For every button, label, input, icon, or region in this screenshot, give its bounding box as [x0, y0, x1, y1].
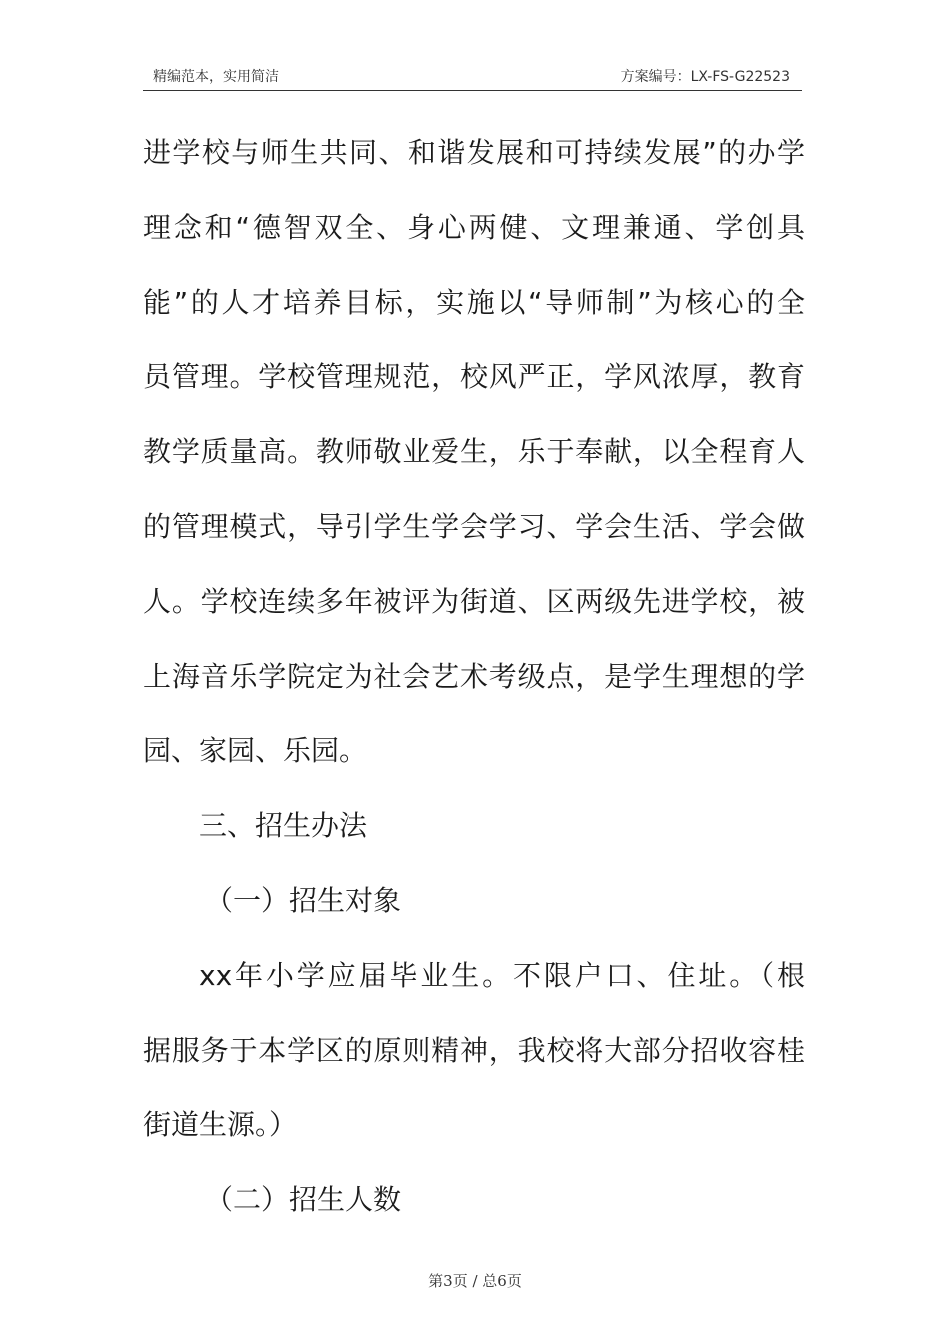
- section-heading: 三、招生办法: [199, 809, 368, 843]
- page-number: 第3页 / 总6页: [428, 1272, 522, 1290]
- subsection-heading: （二）招生人数: [205, 1183, 402, 1217]
- paragraph-line: 员管理。学校管理规范，校风严正，学风浓厚，教育: [143, 360, 805, 394]
- paragraph-line: 人。学校连续多年被评为街道、区两级先进学校，被: [143, 584, 805, 618]
- header-tagline: 精编范本，实用简洁: [153, 69, 279, 85]
- header-plan-number: 方案编号：LX-FS-G22523: [620, 69, 790, 85]
- paragraph-line: 进学校与师生共同、和谐发展和可持续发展”的办学: [143, 136, 805, 169]
- paragraph-line: 据服务于本学区的原则精神，我校将大部分招收容桂: [143, 1033, 805, 1067]
- paragraph-line: 能”的人才培养目标，实施以“导师制”为核心的全: [143, 285, 805, 319]
- page-header: [143, 62, 802, 91]
- paragraph-line: 理念和“德智双全、身心两健、文理兼通、学创具: [143, 210, 805, 244]
- paragraph-line: 教学质量高。教师敬业爱生，乐于奉献，以全程育人: [143, 435, 805, 469]
- paragraph-line: 的管理模式，导引学生学会学习、学会生活、学会做: [143, 509, 805, 543]
- paragraph-line: 上海音乐学院定为社会艺术考级点，是学生理想的学: [143, 659, 805, 693]
- subsection-heading: （一）招生对象: [205, 883, 402, 917]
- document-body: [143, 116, 805, 1238]
- paragraph-line: 园、家园、乐园。: [143, 734, 368, 768]
- paragraph-line: xx年小学应届毕业生。不限户口、住址。（根: [199, 958, 805, 992]
- paragraph-line: 街道生源。）: [143, 1108, 298, 1142]
